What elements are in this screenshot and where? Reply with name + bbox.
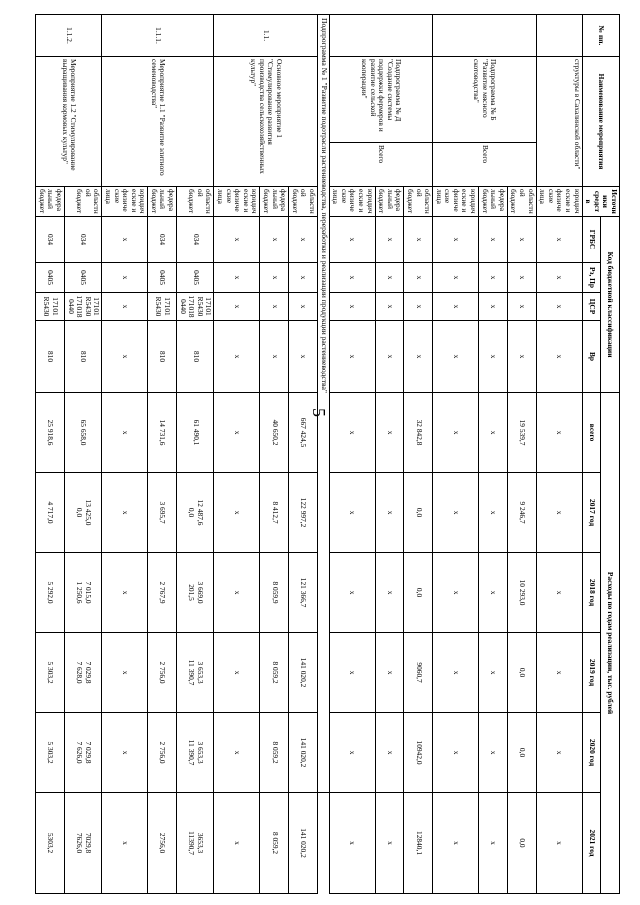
source-cell: федеральный бюджет: [36, 187, 65, 217]
col-source-header: Источники средств: [582, 187, 619, 217]
section-row: [318, 15, 330, 894]
source-cell: федеральный бюджет: [375, 187, 404, 217]
col-expenses-header: Расходы по годам реализации, тыс. рублей: [601, 393, 620, 894]
col-budget-class-header: Код бюджетной классификации: [601, 217, 620, 393]
source-cell: областной бюджет: [64, 187, 101, 217]
group-name: структуры в Сахалинской области": [536, 57, 582, 187]
col-name-header: Наименование мероприятия: [582, 57, 619, 187]
col-grbs-header: ГРБС: [582, 217, 601, 263]
row-number: 1.1.2.: [36, 15, 102, 57]
table-row: структуры в Сахалинской области" юридические и физические лица x x x x x x x x x x: [536, 15, 582, 894]
group-total-label: Всего: [329, 143, 433, 187]
source-cell: федеральный бюджет: [148, 187, 177, 217]
group-name: Мероприятие 1.2 "Стимулирование выращивания кормовых культур": [36, 57, 102, 187]
table-row: Подпрограмма № Д "Создание системы поддержки фермеров и развитие сельской кооперации" Всего областной бюджет x x x x 32 842,8 0,0 0,0 9060,7 10942,0 12840,1: [404, 15, 433, 894]
section-title: Подпрограмма № 1 "Развитие подотрасли растениеводства, переработки и реализации продукции растениеводства": [318, 15, 330, 793]
col-vr-header: Вр: [582, 321, 601, 393]
col-2019-header: 2019 год: [582, 633, 601, 713]
source-cell: областной бюджет: [289, 187, 318, 217]
source-cell: областной бюджет: [507, 187, 536, 217]
group-name: Подпрограмма № Д "Создание системы поддержки фермеров и развитие сельской кооперации": [329, 57, 433, 143]
col-csr-header: ЦСР: [582, 293, 601, 321]
row-number: 1.1.: [214, 15, 318, 57]
table-row: федеральный бюджет 034 0405 17101R5430 810 25 918,6 4 717,0 5 292,0 5 303,2 5 303,2 5303,2: [36, 15, 65, 894]
table-row: федеральный бюджет x x x x x x x x x x: [375, 15, 404, 894]
table-row: федеральный бюджет x x x x 40 650,2 8 412,7 8 059,9 8 059,2 8 059,2 8 059,2: [260, 15, 289, 894]
table-row: юридические и физические лица x x x x x x x x x x: [433, 15, 479, 894]
budget-table: [35, 14, 620, 894]
col-no-header: № пп.: [582, 15, 619, 57]
budget-table-sheet: [37, 14, 620, 894]
source-cell: юридические и физические лица: [536, 187, 582, 217]
source-cell: юридические и физические лица: [433, 187, 479, 217]
source-cell: федеральный бюджет: [479, 187, 508, 217]
table-row: федеральный бюджет 034 0405 17101R5430 810 14 731,6 3 695,7 2 767,9 2 756,0 2 756,0 2756,0: [148, 15, 177, 894]
header-row-1: [601, 15, 620, 894]
source-cell: областной бюджет: [177, 187, 214, 217]
table-row: юридические и физические лица x x x x x x x x x x: [102, 15, 148, 894]
group-name: Основное мероприятие 1 "Стимулирование развития производства сельскохозяйственных культур": [214, 57, 318, 187]
group-name: Мероприятие 1.1 "Развитие элитного семеноводства": [102, 57, 214, 187]
page-number: 5: [309, 408, 329, 417]
col-rzpr-header: Рз, Пр: [582, 263, 601, 293]
col-2018-header: 2018 год: [582, 553, 601, 633]
source-cell: областной бюджет: [404, 187, 433, 217]
source-cell: юридические и физические лица: [214, 187, 260, 217]
source-cell: федеральный бюджет: [260, 187, 289, 217]
table-row: юридические и физические лица x x x x x x x x x x: [214, 15, 260, 894]
group-name: Подпрограмма № Б "Развитие мясного скотоводства": [433, 57, 537, 143]
col-2020-header: 2020 год: [582, 713, 601, 793]
col-total-header: всего: [582, 393, 601, 473]
table-row: 1.1.2. Мероприятие 1.2 "Стимулирование выращивания кормовых культур" областной бюджет 034 0405 17101R5430 1710180440 810 65 658,0 13 425,0 0,0 7 015,0 1 250,6 7 029,8 7 628,0 7 029,8 7 626,0 7029,8 7626,0: [64, 15, 101, 894]
table-row: 1.1.1. Мероприятие 1.1 "Развитие элитного семеноводства" областной бюджет 034 0405 17101R5430 1710180440 810 61 490,1 12 487,6 0,0 3 669,0 201,5 3 653,3 11 390,7 3 653,3 11 390,7 3653,3 11390,7: [177, 15, 214, 894]
table-row: федеральный бюджет x x x x x x x x x x: [479, 15, 508, 894]
col-2021-header: 2021 год: [582, 793, 601, 894]
source-cell: юридические и физические лица: [329, 187, 375, 217]
table-row: юридические и физические лица x x x x x x x x x x: [329, 15, 375, 894]
source-cell: юридические и физические лица: [102, 187, 148, 217]
table-row: 1.1. Основное мероприятие 1 "Стимулирование развития производства сельскохозяйственных культур" областной бюджет x x x x 667 424,5 122 997,2 121 366,7 141 020,2 141 020,2 141 020,2: [289, 15, 318, 894]
col-2017-header: 2017 год: [582, 473, 601, 553]
row-number: 1.1.1.: [102, 15, 214, 57]
group-total-label: Всего: [433, 143, 537, 187]
table-row: Подпрограмма № Б "Развитие мясного скотоводства" Всего областной бюджет x x x x 19 539,7 9 246,7 10 293,0 0,0 0,0 0,0: [507, 15, 536, 894]
